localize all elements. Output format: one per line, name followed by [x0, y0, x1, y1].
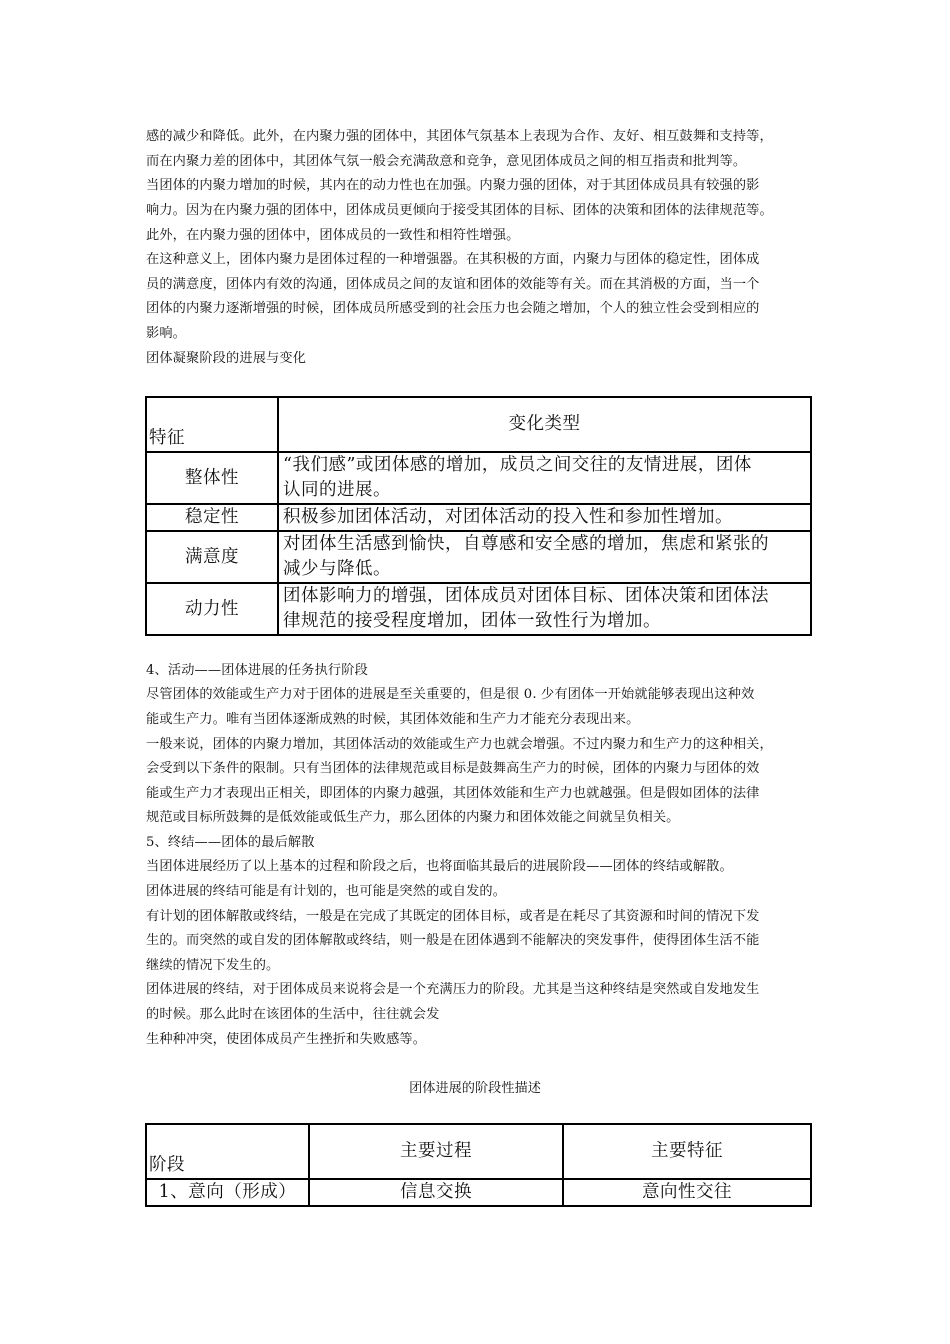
paragraph-line: 在这种意义上，团体内聚力是团体过程的一种增强器。在其积极的方面，内聚力与团体的稳定性，团体成: [146, 252, 760, 267]
paragraph-line: 员的满意度，团体内有效的沟通，团体成员之间的友谊和团体的效能等有关。而在其消极的方面，当一个: [146, 277, 760, 292]
table-cell: 信息交换: [309, 1179, 563, 1206]
table-caption: 团体进展的阶段性描述: [409, 1081, 541, 1096]
section-heading: 4、活动——团体进展的任务执行阶段: [146, 663, 368, 678]
change-type-cell: [278, 531, 811, 583]
paragraph-line: 响力。因为在内聚力强的团体中，团体成员更倾向于接受其团体的目标、团体的决策和团体的法律规范等。: [146, 203, 773, 218]
paragraph-line: 此外，在内聚力强的团体中，团体成员的一致性和相符性增强。: [146, 228, 520, 243]
feature-cell: 动力性: [146, 583, 278, 635]
paragraph-line: 能或生产力才表现出正相关，即团体的内聚力越强，其团体效能和生产力也就越强。但是假如团体的法律: [146, 786, 760, 801]
table-row: [146, 531, 811, 583]
paragraph-line: 生种种冲突，使团体成员产生挫折和失败感等。: [146, 1032, 427, 1047]
change-type-cell: [278, 452, 811, 504]
change-type-cell: [278, 583, 811, 635]
table-header-cell: 阶段: [146, 1124, 309, 1179]
paragraph-line: 影响。: [146, 326, 187, 341]
paragraph-line: 团体进展的终结，对于团体成员来说将会是一个充满压力的阶段。尤其是当这种终结是突然或自发地发生: [146, 982, 760, 997]
cell-line: 律规范的接受程度增加，团体一致性行为增加。: [283, 611, 661, 631]
paragraph-line: 继续的情况下发生的。: [146, 958, 280, 973]
table-header-row: [146, 397, 811, 452]
cell-line: 对团体生活感到愉快，自尊感和安全感的增加，焦虑和紧张的: [283, 534, 769, 554]
paragraph-line: 感的减少和降低。此外，在内聚力强的团体中，其团体气氛基本上表现为合作、友好、相互鼓舞和支持等，: [146, 129, 773, 144]
table-header-cell: 特征: [146, 397, 278, 452]
table-row: [146, 452, 811, 504]
paragraph-line: 一般来说，团体的内聚力增加，其团体活动的效能或生产力也就会增强。不过内聚力和生产力的这种相关，: [146, 737, 773, 752]
paragraph-line: 有计划的团体解散或终结，一般是在完成了其既定的团体目标，或者是在耗尽了其资源和时间的情况下发: [146, 909, 760, 924]
feature-cell: 整体性: [146, 452, 278, 504]
table-header-row: [146, 1124, 811, 1179]
cell-line: “我们感”或团体感的增加，成员之间交往的友情进展，团体: [283, 455, 752, 475]
feature-cell: 满意度: [146, 531, 278, 583]
feature-cell: 稳定性: [146, 504, 278, 531]
table-header-cell: 主要特征: [563, 1124, 811, 1179]
paragraph-line: 尽管团体的效能或生产力对于团体的进展是至关重要的，但是很 0. 少有团体一开始就能够表现出这种效: [146, 687, 755, 702]
section-heading: 5、终结——团体的最后解散: [146, 835, 315, 850]
section-caption: 团体凝聚阶段的进展与变化: [146, 351, 307, 366]
paragraph-line: 的时候。那么此时在该团体的生活中，往往就会发: [146, 1007, 440, 1022]
table-row: [146, 504, 811, 531]
cohesion-stage-table: [145, 396, 812, 636]
table-row: [146, 1179, 811, 1206]
paragraph-line: 当团体进展经历了以上基本的过程和阶段之后，也将面临其最后的进展阶段——团体的终结或解散。: [146, 859, 733, 874]
stage-description-table: [145, 1123, 812, 1207]
table-row: [146, 583, 811, 635]
cell-line: 积极参加团体活动，对团体活动的投入性和参加性增加。: [283, 507, 733, 527]
cell-line: 团体影响力的增强，团体成员对团体目标、团体决策和团体法: [283, 586, 769, 606]
paragraph-line: 生的。而突然的或自发的团体解散或终结，则一般是在团体遇到不能解决的突发事件，使得团体生活不能: [146, 933, 760, 948]
paragraph-line: 能或生产力。唯有当团体逐渐成熟的时候，其团体效能和生产力才能充分表现出来。: [146, 712, 640, 727]
table-header-cell: 主要过程: [309, 1124, 563, 1179]
paragraph-line: 当团体的内聚力增加的时候，其内在的动力性也在加强。内聚力强的团体，对于其团体成员具有较强的影: [146, 178, 760, 193]
table-header-cell: 变化类型: [278, 397, 811, 452]
table-cell: 意向性交往: [563, 1179, 811, 1206]
paragraph-line: 团体的内聚力逐渐增强的时候，团体成员所感受到的社会压力也会随之增加，个人的独立性会受到相应的: [146, 301, 760, 316]
paragraph-line: 团体进展的终结可能是有计划的，也可能是突然的或自发的。: [146, 884, 507, 899]
cell-line: 减少与降低。: [283, 559, 391, 579]
paragraph-line: 会受到以下条件的限制。只有当团体的法律规范或目标是鼓舞高生产力的时候，团体的内聚力与团体的效: [146, 761, 760, 776]
cell-line: 认同的进展。: [283, 480, 391, 500]
paragraph-line: 规范或目标所鼓舞的是低效能或低生产力，那么团体的内聚力和团体效能之间就呈负相关。: [146, 810, 680, 825]
table-cell: 1、意向（形成）: [146, 1179, 309, 1206]
paragraph-line: 而在内聚力差的团体中，其团体气氛一般会充满敌意和竞争，意见团体成员之间的相互指责和批判等。: [146, 154, 747, 169]
change-type-cell: [278, 504, 811, 531]
